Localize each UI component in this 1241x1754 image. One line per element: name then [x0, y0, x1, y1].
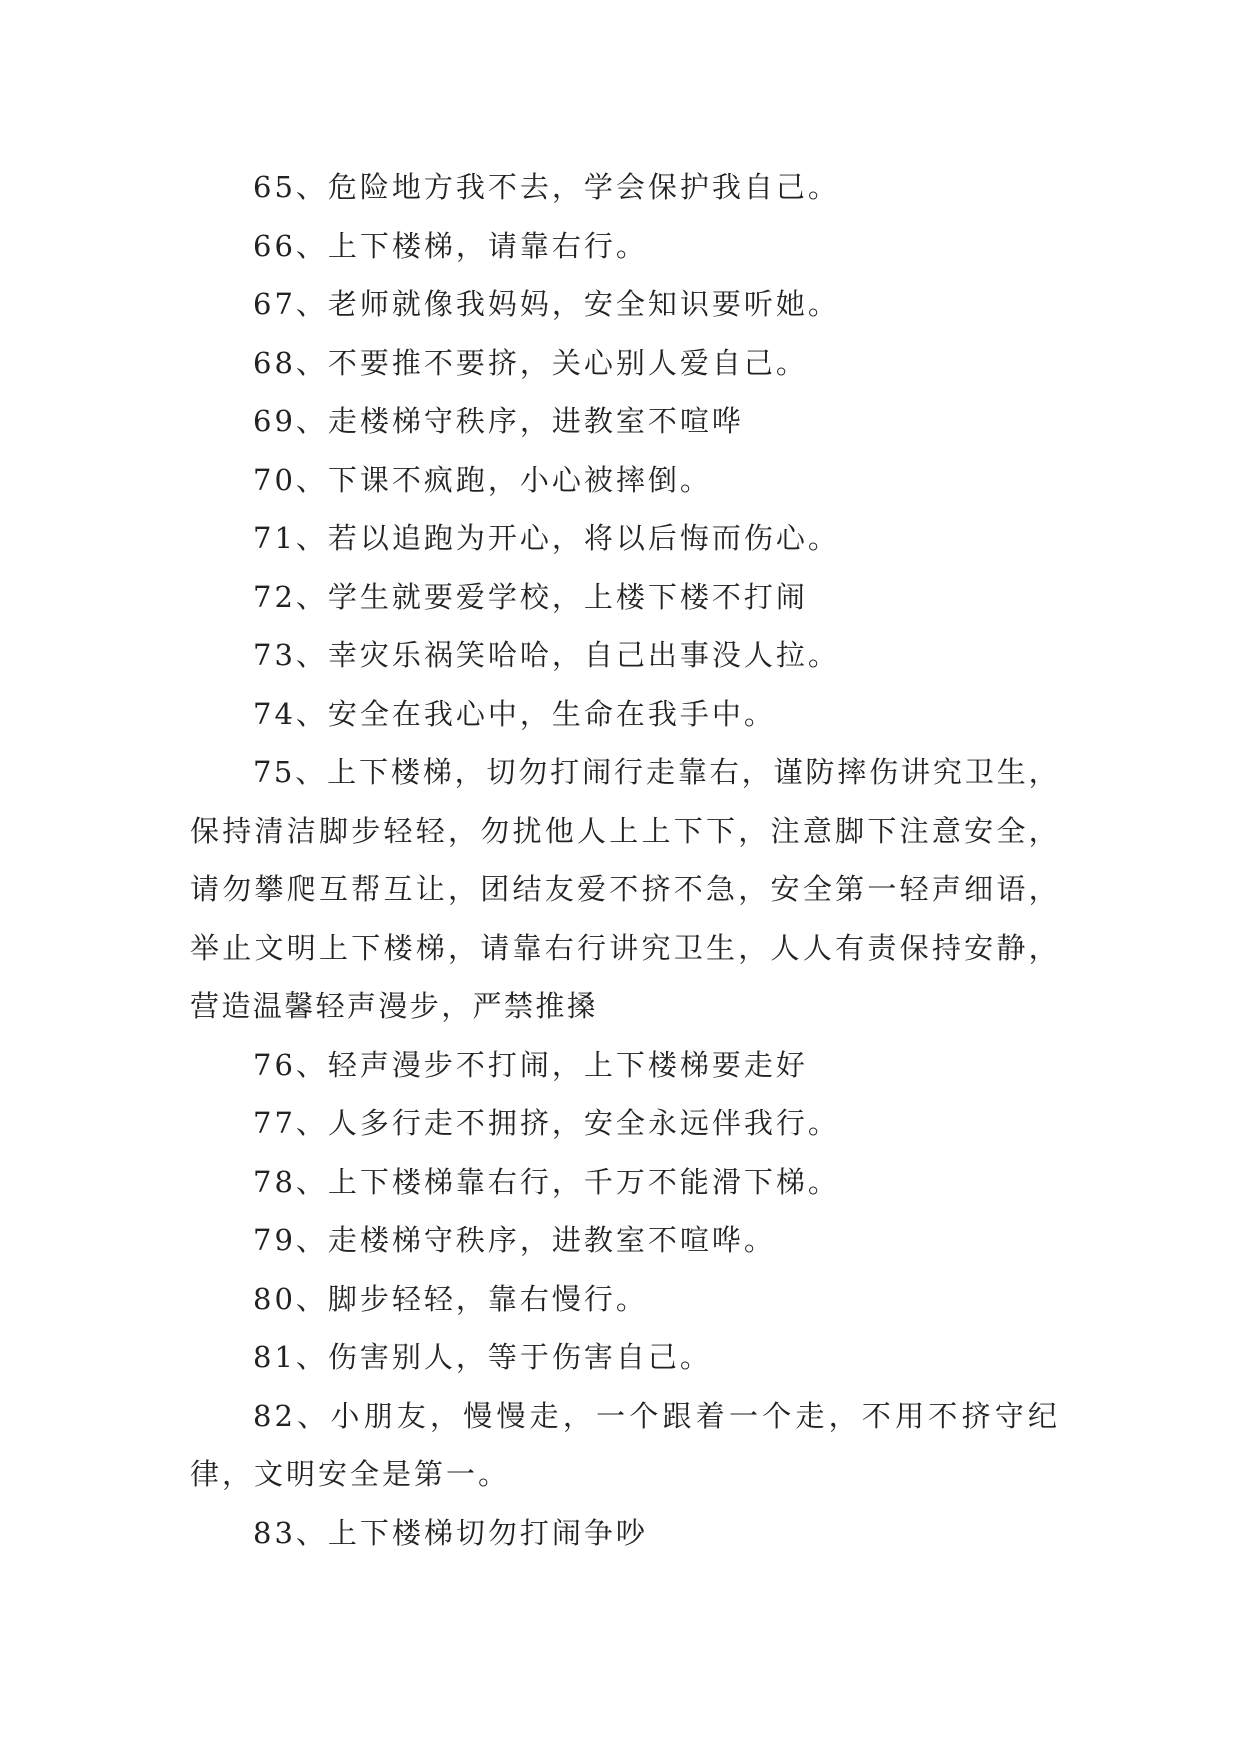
list-item: 75、上下楼梯，切勿打闹行走靠右，谨防摔伤讲究卫生，保持清洁脚步轻轻，勿扰他人上上下下，注意脚下注意安全，请勿攀爬互帮互让，团结友爱不挤不急，安全第一轻声细语，举止文明上下楼梯，请靠右行讲究卫生，人人有责保持安静，营造温馨轻声漫步，严禁推搡 [190, 755, 1060, 1023]
list-item: 77、人多行走不拥挤，安全永远伴我行。 [253, 1106, 840, 1140]
list-item: 66、上下楼梯，请靠右行。 [253, 228, 648, 263]
list-item: 79、走楼梯守秩序，进教室不喧哗。 [253, 1223, 776, 1257]
list-item: 72、学生就要爱学校，上楼下楼不打闹 [253, 579, 808, 614]
document-body [190, 158, 1060, 1562]
list-item: 83、上下楼梯切勿打闹争吵 [253, 1515, 648, 1550]
list-item: 80、脚步轻轻，靠右慢行。 [253, 1281, 648, 1316]
list-item: 69、走楼梯守秩序，进教室不喧哗 [253, 404, 744, 438]
list-item: 73、幸灾乐祸笑哈哈，自己出事没人拉。 [253, 638, 840, 672]
list-item: 82、小朋友，慢慢走，一个跟着一个走，不用不挤守纪律，文明安全是第一。 [190, 1398, 1060, 1491]
list-item: 67、老师就像我妈妈，安全知识要听她。 [253, 287, 840, 321]
list-item: 65、危险地方我不去，学会保护我自己。 [253, 170, 840, 204]
list-item: 81、伤害别人，等于伤害自己。 [253, 1340, 712, 1374]
list-item: 71、若以追跑为开心，将以后悔而伤心。 [253, 521, 840, 555]
list-item: 68、不要推不要挤，关心别人爱自己。 [253, 345, 808, 380]
list-item: 76、轻声漫步不打闹，上下楼梯要走好 [253, 1047, 808, 1082]
list-item: 70、下课不疯跑，小心被摔倒。 [253, 462, 712, 497]
list-item: 74、安全在我心中，生命在我手中。 [253, 696, 776, 731]
list-item: 78、上下楼梯靠右行，千万不能滑下梯。 [253, 1164, 840, 1199]
